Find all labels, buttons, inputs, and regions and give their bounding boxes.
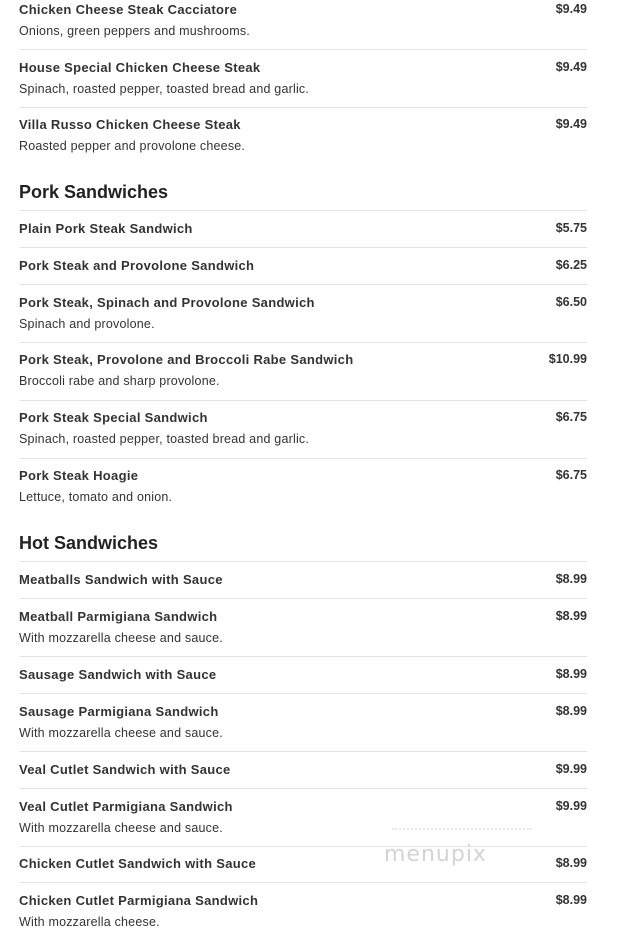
watermark-logo: menupix bbox=[384, 842, 487, 867]
divider bbox=[19, 458, 587, 459]
divider bbox=[19, 846, 587, 847]
item-price: $9.99 bbox=[555, 762, 587, 776]
item-name: Pork Steak Hoagie bbox=[19, 468, 139, 483]
divider bbox=[19, 49, 587, 50]
item-price: $6.75 bbox=[555, 410, 587, 424]
item-price: $9.99 bbox=[555, 799, 587, 813]
item-name: Chicken Cheese Steak Cacciatore bbox=[19, 2, 238, 17]
item-name: Plain Pork Steak Sandwich bbox=[19, 221, 193, 236]
item-price: $8.99 bbox=[555, 893, 587, 907]
item-description: Spinach, roasted pepper, toasted bread and garlic. bbox=[19, 432, 310, 446]
item-description: With mozzarella cheese and sauce. bbox=[19, 726, 223, 740]
divider bbox=[19, 561, 587, 562]
item-description: With mozzarella cheese and sauce. bbox=[19, 821, 223, 835]
divider bbox=[19, 400, 587, 401]
divider bbox=[19, 247, 587, 248]
item-name: Pork Steak Special Sandwich bbox=[19, 410, 208, 425]
item-price: $8.99 bbox=[555, 856, 587, 870]
divider bbox=[19, 107, 587, 108]
divider bbox=[19, 284, 587, 285]
item-name: Veal Cutlet Sandwich with Sauce bbox=[19, 762, 231, 777]
item-name: Chicken Cutlet Sandwich with Sauce bbox=[19, 856, 257, 871]
item-name: Meatball Parmigiana Sandwich bbox=[19, 609, 218, 624]
item-name: Meatballs Sandwich with Sauce bbox=[19, 572, 223, 587]
divider bbox=[19, 210, 587, 211]
divider bbox=[19, 598, 587, 599]
divider bbox=[19, 693, 587, 694]
item-description: Lettuce, tomato and onion. bbox=[19, 490, 173, 504]
item-name: House Special Chicken Cheese Steak bbox=[19, 60, 261, 75]
watermark-decoration bbox=[392, 828, 532, 832]
item-name: Sausage Sandwich with Sauce bbox=[19, 667, 217, 682]
item-price: $9.49 bbox=[555, 117, 587, 131]
item-price: $6.25 bbox=[555, 258, 587, 272]
divider bbox=[19, 342, 587, 343]
divider bbox=[19, 882, 587, 883]
item-price: $8.99 bbox=[555, 704, 587, 718]
section-title-hot: Hot Sandwiches bbox=[19, 533, 159, 553]
divider bbox=[19, 656, 587, 657]
item-description: Spinach, roasted pepper, toasted bread and garlic. bbox=[19, 82, 310, 96]
item-name: Pork Steak and Provolone Sandwich bbox=[19, 258, 255, 273]
item-price: $10.99 bbox=[548, 352, 587, 366]
item-price: $5.75 bbox=[555, 221, 587, 235]
item-name: Pork Steak, Provolone and Broccoli Rabe Sandwich bbox=[19, 352, 354, 367]
item-description: Roasted pepper and provolone cheese. bbox=[19, 139, 246, 153]
item-name: Pork Steak, Spinach and Provolone Sandwich bbox=[19, 295, 315, 310]
item-description: Onions, green peppers and mushrooms. bbox=[19, 24, 250, 38]
item-description: With mozzarella cheese. bbox=[19, 915, 160, 929]
divider bbox=[19, 788, 587, 789]
item-name: Veal Cutlet Parmigiana Sandwich bbox=[19, 799, 233, 814]
divider bbox=[19, 751, 587, 752]
item-price: $8.99 bbox=[555, 667, 587, 681]
item-price: $9.49 bbox=[555, 60, 587, 74]
item-price: $6.75 bbox=[555, 468, 587, 482]
item-price: $9.49 bbox=[555, 2, 587, 16]
item-description: Broccoli rabe and sharp provolone. bbox=[19, 374, 220, 388]
item-price: $6.50 bbox=[555, 295, 587, 309]
item-description: With mozzarella cheese and sauce. bbox=[19, 631, 223, 645]
item-name: Villa Russo Chicken Cheese Steak bbox=[19, 117, 241, 132]
item-name: Sausage Parmigiana Sandwich bbox=[19, 704, 219, 719]
item-price: $8.99 bbox=[555, 609, 587, 623]
item-description: Spinach and provolone. bbox=[19, 317, 155, 331]
item-name: Chicken Cutlet Parmigiana Sandwich bbox=[19, 893, 259, 908]
item-price: $8.99 bbox=[555, 572, 587, 586]
section-title-pork: Pork Sandwiches bbox=[19, 182, 169, 202]
